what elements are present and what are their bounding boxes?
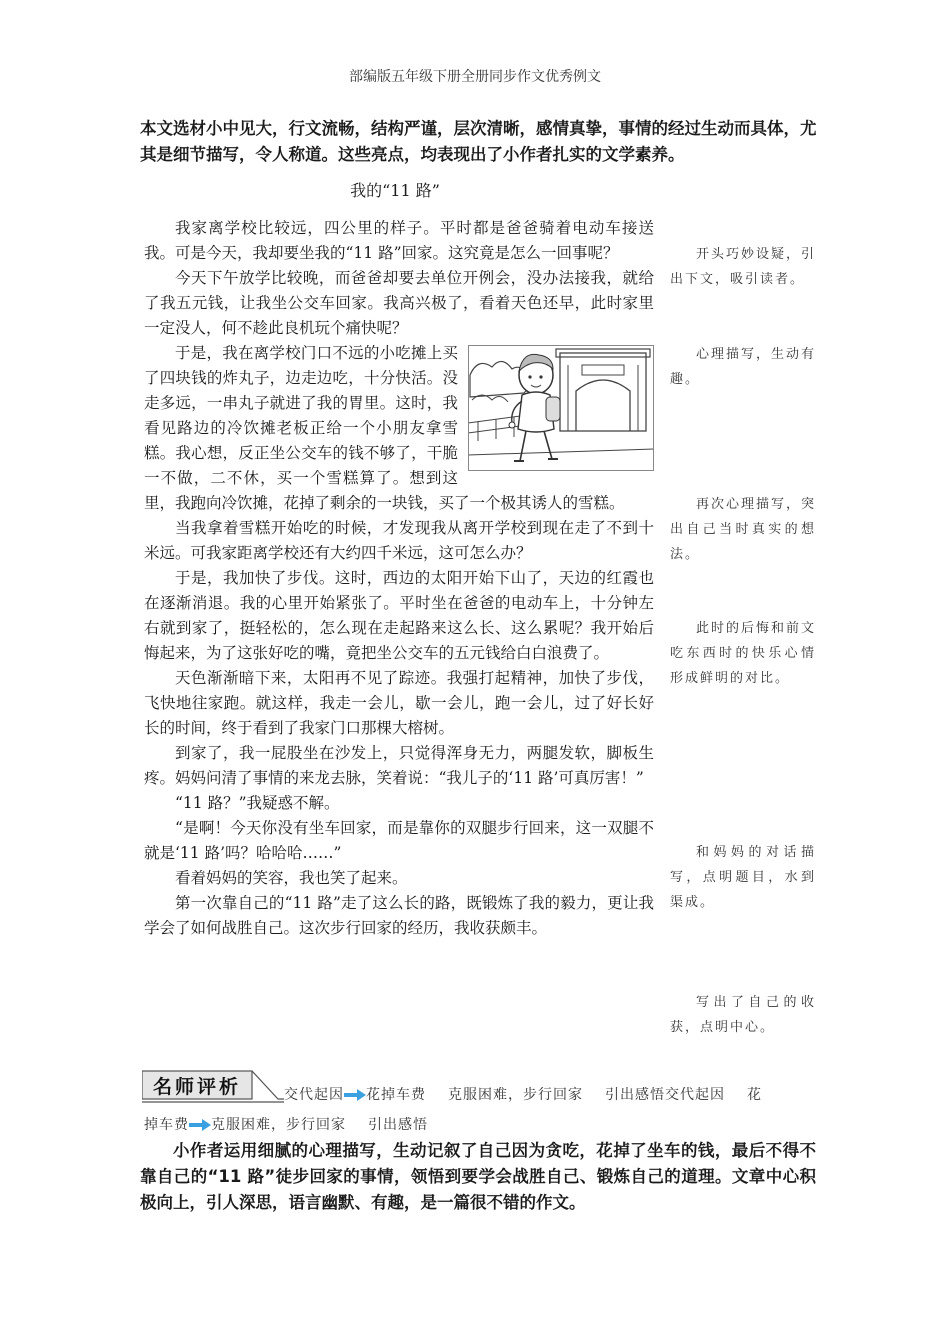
paragraph-10: 看着妈妈的笑容，我也笑了起来。 <box>175 869 408 887</box>
paragraph-2: 今天下午放学比较晚，而爸爸却要去单位开例会，没办法接我，就给了我五元钱，让我坐公交车回家。我高兴极了，看着天色还早，此时家里一定没人，何不趁此良机玩个痛快呢？ <box>144 269 654 337</box>
teacher-review-heading-text: 名师评析 <box>152 1076 242 1098</box>
essay-title: 我的“11 路” <box>350 181 440 200</box>
paragraph-1: 我家离学校比较远，四公里的样子。平时都是爸爸骑着电动车接送我。可是今天，我却要坐我的“11 路”回家。这究竟是怎么一回事呢？ <box>144 219 654 262</box>
structure-outline-line-1: 交代起因 花掉车费 克服困难，步行回家 引出感悟交代起因 花 <box>284 1087 762 1103</box>
arrow-right-icon <box>189 1119 211 1131</box>
paragraph-11: 第一次靠自己的“11 路”走了这么长的路，既锻炼了我的毅力，更让我学会了如何战胜自己。这次步行回家的经历，我收获颇丰。 <box>144 894 654 937</box>
margin-note-5: 和妈妈的对话描写，点明题目，水到渠成。 <box>670 845 816 910</box>
page-header: 部编版五年级下册全册同步作文优秀例文 <box>349 69 601 85</box>
structure-outline-line-2: 掉车费 克服困难，步行回家 引出感悟 <box>144 1117 428 1133</box>
arrow-right-icon <box>344 1089 366 1101</box>
paragraph-9: “是啊！今天你没有坐车回家，而是靠你的双腿步行回来，这一双腿不就是‘11 路’吗？哈哈哈……” <box>144 819 654 862</box>
paragraph-4: 当我拿着雪糕开始吃的时候，才发现我从离开学校到现在走了不到十米远。可我家距离学校还有大约四千米远，这可怎么办？ <box>144 519 654 562</box>
review-summary: 小作者运用细腻的心理描写，生动记叙了自己因为贪吃，花掉了坐车的钱，最后不得不靠自己的“11 路”徒步回家的事情，领悟到要学会战胜自己、锻炼自己的道理。文章中心积极向上，引人深思，语言幽默、有趣，是一篇很不错的作文。 <box>140 1141 816 1212</box>
paragraph-6: 天色渐渐暗下来，太阳再不见了踪迹。我强打起精神，加快了步伐，飞快地往家跑。就这样，我走一会儿，歇一会儿，跑一会儿，过了好长好长的时间，终于看到了我家门口那棵大榕树。 <box>144 669 654 737</box>
intro-comment: 本文选材小中见大，行文流畅，结构严谨，层次清晰，感情真挚，事情的经过生动而具体，尤其是细节描写，令人称道。这些亮点，均表现出了小作者扎实的文学素养。 <box>140 119 817 164</box>
teacher-review-heading <box>142 1070 284 1104</box>
paragraph-7: 到家了，我一屁股坐在沙发上，只觉得浑身无力，两腿发软，脚板生疼。妈妈问清了事情的来龙去脉，笑着说：“我儿子的‘11 路’可真厉害！” <box>144 744 654 787</box>
margin-note-2: 心理描写，生动有趣。 <box>670 347 817 387</box>
paragraph-5: 于是，我加快了步伐。这时，西边的太阳开始下山了，天边的红霞也在逐渐消退。我的心里开始紧张了。平时坐在爸爸的电动车上，十分钟左右就到家了，挺轻松的，怎么现在走起路来这么长、这么累呢？我开始后悔起来，为了这张好吃的嘴，竟把坐公交车的五元钱给白白浪费了。 <box>144 569 654 662</box>
paragraph-8: “11 路？”我疑惑不解。 <box>175 794 340 812</box>
margin-note-1: 开头巧妙设疑，引出下文，吸引读者。 <box>670 247 817 287</box>
essay-body <box>144 216 654 941</box>
boy-illustration <box>468 345 654 471</box>
paragraph-3: 于是，我在离学校门口不远的小吃摊上买了四块钱的炸丸子，边走边吃，十分快活。没走多远，一串丸子就进了我的胃里。这时，我看见路边的冷饮摊老板正给一个小朋友拿雪糕。我心想，反正坐公交车的钱不够了，干脆一不做，二不休，买一个雪糕算了。想到这里，我跑向冷饮摊，花掉了剩余的一块钱，买了一个极其诱人的雪糕。 <box>144 344 625 512</box>
margin-note-4: 此时的后悔和前文吃东西时的快乐心情形成鲜明的对比。 <box>670 621 817 686</box>
margin-note-6: 写出了自己的收获，点明中心。 <box>670 995 816 1035</box>
margin-note-3: 再次心理描写，突出自己当时真实的想法。 <box>670 497 817 562</box>
